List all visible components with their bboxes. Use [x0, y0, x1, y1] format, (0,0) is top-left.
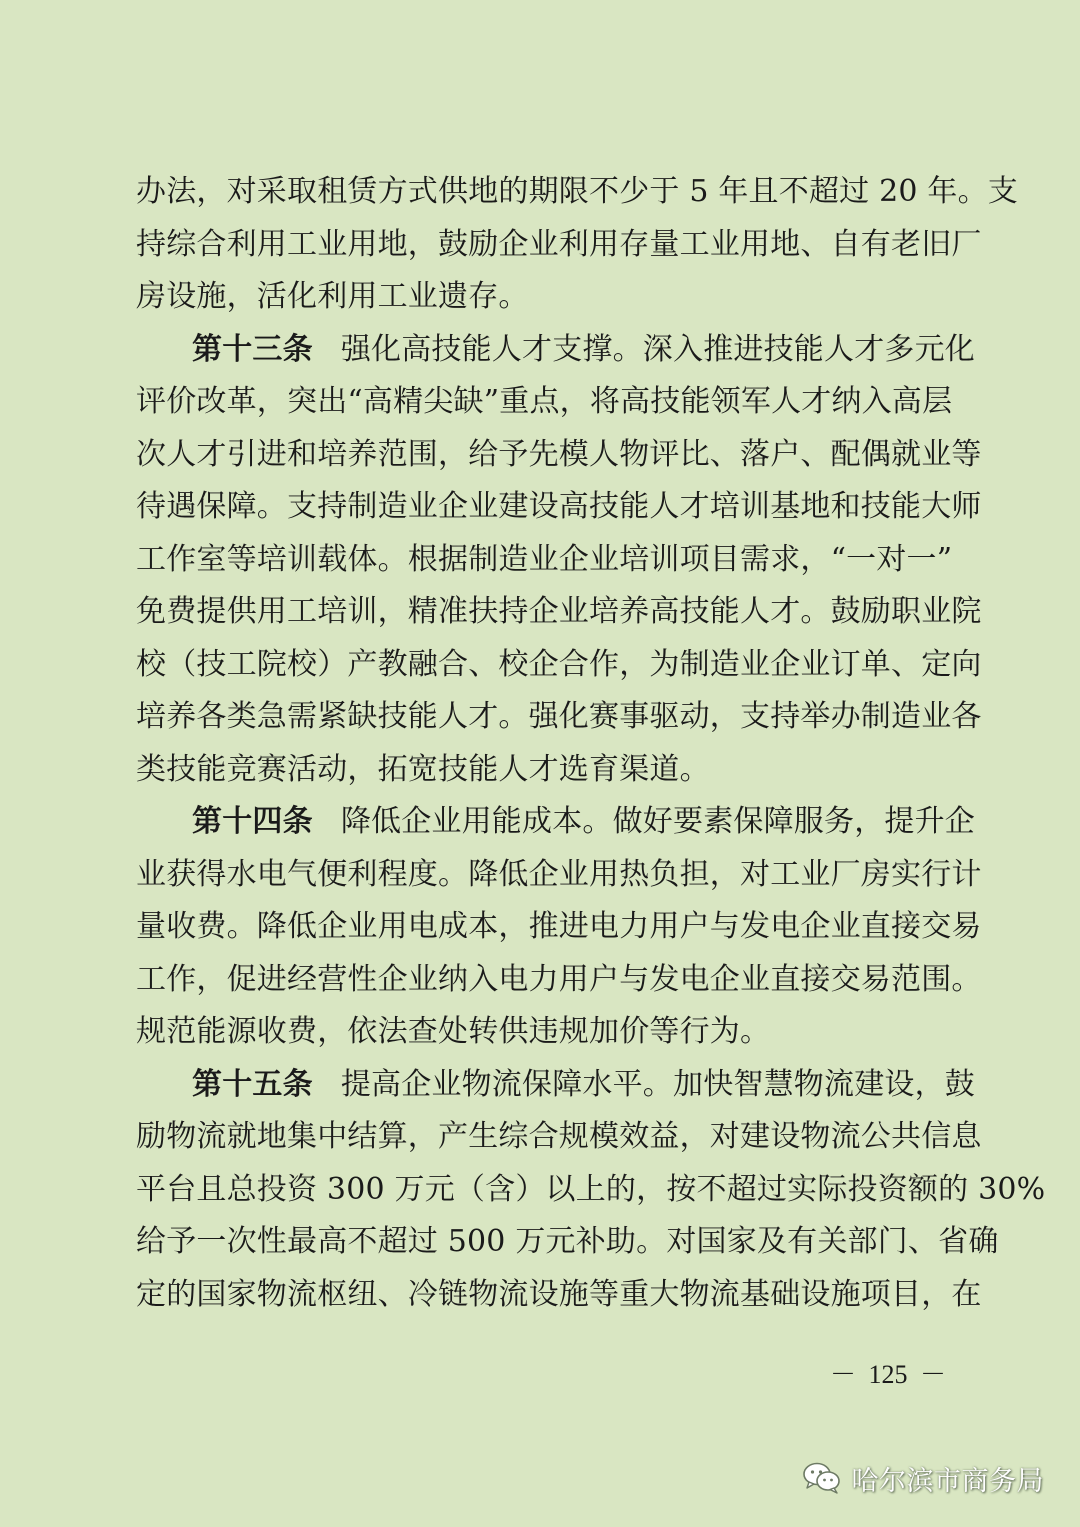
- body-line: 给予一次性最高不超过 500 万元补助。对国家及有关部门、省确: [136, 1224, 999, 1259]
- article-15-first-line: [192, 1059, 976, 1111]
- body-line: 校（技工院校）产教融合、校企合作，为制造业企业订单、定向: [136, 647, 982, 682]
- body-line: 工作室等培训载体。根据制造业企业培训项目需求，“一对一”: [136, 542, 953, 577]
- watermark: [802, 1458, 1045, 1498]
- body-line: 平台且总投资 300 万元（含）以上的，按不超过实际投资额的 30%: [136, 1172, 1046, 1207]
- article-15-text: 提高企业物流保障水平。加快智慧物流建设，鼓: [340, 1067, 976, 1102]
- body-line: 类技能竞赛活动，拓宽技能人才选育渠道。: [136, 752, 710, 787]
- body-line: 量收费。降低企业用电成本，推进电力用户与发电企业直接交易: [136, 909, 982, 944]
- article-14-text: 降低企业用能成本。做好要素保障服务，提升企: [340, 804, 976, 839]
- body-line: 房设施，活化利用工业遗存。: [136, 279, 529, 314]
- article-13-first-line: [192, 324, 976, 376]
- body-line: 办法，对采取租赁方式供地的期限不少于 5 年且不超过 20 年。支: [136, 174, 1019, 209]
- page-number: － 125 －: [829, 1360, 946, 1389]
- body-line: 工作，促进经营性企业纳入电力用户与发电企业直接交易范围。: [136, 962, 982, 997]
- body-line: 规范能源收费，依法查处转供违规加价等行为。: [136, 1014, 771, 1049]
- article-15-heading: 第十五条: [192, 1067, 313, 1102]
- body-line: 励物流就地集中结算，产生综合规模效益，对建设物流公共信息: [136, 1119, 982, 1154]
- article-13-heading: 第十三条: [192, 332, 313, 367]
- body-line: 评价改革，突出“高精尖缺”重点，将高技能领军人才纳入高层: [136, 384, 953, 419]
- body-line: 业获得水电气便利程度。降低企业用热负担，对工业厂房实行计: [136, 857, 982, 892]
- body-line: 持综合利用工业用地，鼓励企业利用存量工业用地、自有老旧厂: [136, 227, 982, 262]
- body-line: 次人才引进和培养范围，给予先模人物评比、落户、配偶就业等: [136, 437, 982, 472]
- body-line: 待遇保障。支持制造业企业建设高技能人才培训基地和技能大师: [136, 489, 982, 524]
- body-line: 定的国家物流枢纽、冷链物流设施等重大物流基础设施项目，在: [136, 1277, 982, 1312]
- article-14-heading: 第十四条: [192, 804, 313, 839]
- article-14-first-line: [192, 796, 976, 848]
- wechat-icon: [802, 1461, 842, 1495]
- body-line: 培养各类急需紧缺技能人才。强化赛事驱动，支持举办制造业各: [136, 699, 982, 734]
- article-13-text: 强化高技能人才支撑。深入推进技能人才多元化: [340, 332, 976, 367]
- watermark-text: 哈尔滨市商务局: [851, 1465, 1044, 1497]
- body-line: 免费提供用工培训，精准扶持企业培养高技能人才。鼓励职业院: [136, 594, 982, 629]
